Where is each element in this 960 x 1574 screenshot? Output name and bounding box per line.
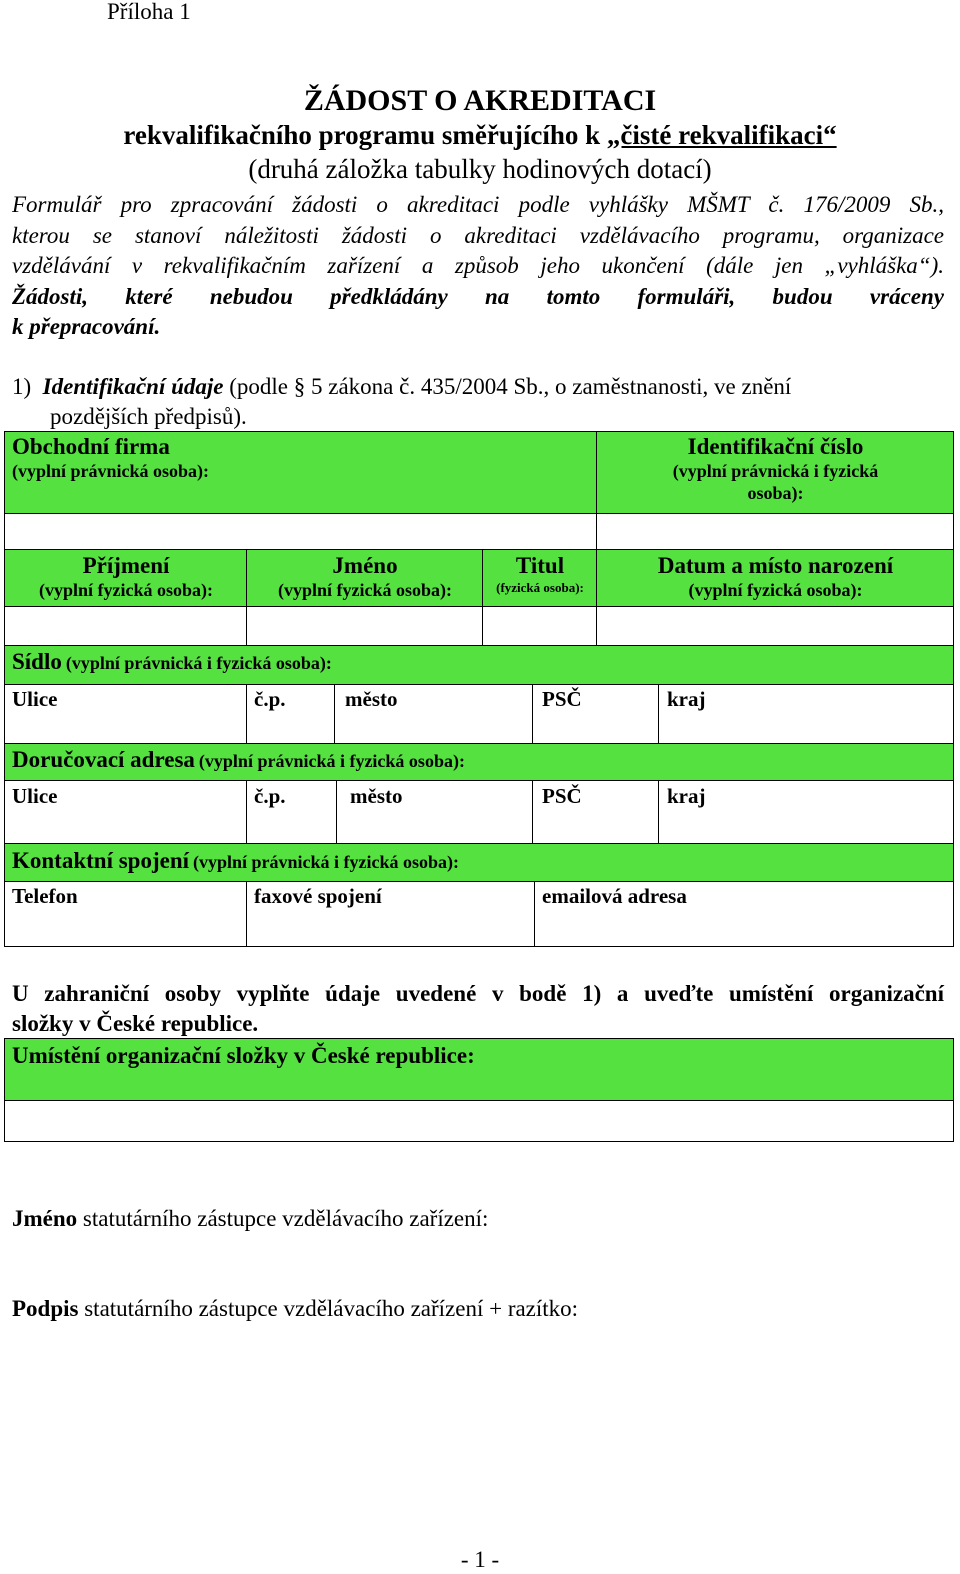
delivery-label: Doručovací adresa (vyplní právnická i fyzická osoba): [12,747,465,772]
firm-cell: Obchodní firma (vyplní právnická osoba): [12,434,210,481]
birth-input[interactable] [598,608,952,644]
name-input[interactable] [248,608,481,644]
page-title: ŽÁDOST O AKREDITACI [303,84,657,117]
warning-text: Žádosti, které nebudou předkládány na tomto formuláři, budou vráceny [12,283,944,309]
section-1-heading: 1) Identifikační údaje (podle § 5 zákona č. 435/2004 Sb., o zaměstnanosti, ve znění [12,374,792,399]
branch-label: Umístění organizační složky v České republice: [12,1043,475,1068]
page-number: - 1 - [460,1547,500,1572]
delivery-city-label: město [350,784,403,808]
seat-label: Sídlo (vyplní právnická i fyzická osoba): [12,649,332,674]
section-1-title: Identifikační údaje [42,374,224,399]
fax-label: faxové spojení [254,884,382,908]
ic-cell: Identifikační číslo (vyplní právnická i fyzická osoba): [672,434,879,503]
name-cell: Jméno (vyplní fyzická osoba): [277,553,452,600]
representative-signature-line: Podpis statutárního zástupce vzdělávacího zařízení + razítko: [12,1296,579,1321]
title-input[interactable] [484,608,595,644]
surname-input[interactable] [6,608,245,644]
seat-street-label: Ulice [12,687,58,711]
ic-input[interactable] [598,515,952,548]
delivery-street-label: Ulice [12,784,58,808]
seat-region-label: kraj [667,687,706,711]
email-label: emailová adresa [542,884,687,908]
phone-label: Telefon [12,884,78,908]
section-1-heading-cont: pozdějších předpisů). [50,404,247,429]
birth-cell: Datum a místo narození (vyplní fyzická osoba): [657,553,894,600]
seat-house-no-label: č.p. [254,687,286,711]
page-subtitle: rekvalifikačního programu směřujícího k „čisté rekvalifikaci“ [123,120,837,150]
seat-city-label: město [345,687,398,711]
seat-zip-label: PSČ [542,687,582,711]
foreign-note: U zahraniční osoby vyplňte údaje uvedené v bodě 1) a uveďte umístění organizační složky v České republice. [12,981,944,1036]
quoted-term: „čisté rekvalifikaci“ [606,120,837,150]
delivery-zip-label: PSČ [542,784,582,808]
warning-text-end: k přepracování. [12,314,161,339]
branch-input[interactable] [6,1102,952,1140]
delivery-house-no-label: č.p. [254,784,286,808]
page-subtitle-note: (druhá záložka tabulky hodinových dotací) [248,154,712,184]
representative-name-line: Jméno statutárního zástupce vzdělávacího zařízení: [12,1206,489,1231]
title-cell: Titul (fyzická osoba): [496,553,584,595]
intro-paragraph: Formulář pro zpracování žádosti o akreditaci podle vyhlášky MŠMT č. 176/2009 Sb., kterou se stanoví náležitosti žádosti o akreditaci vzdělávacího programu, organizace vzdělávání v rekvalifikačním zařízení a způsob jeho ukončení (dále jen „vyhláška“). Žádosti, které nebudou předkládány na tomto formuláři, budou vráceny k přepracování. [12,190,944,343]
title-block [0,84,960,186]
contact-label: Kontaktní spojení (vyplní právnická i fyzická osoba): [12,848,460,873]
firm-input[interactable] [6,515,595,548]
surname-cell: Příjmení (vyplní fyzická osoba): [38,553,213,600]
delivery-region-label: kraj [667,784,706,808]
attachment-label: Příloha 1 [107,0,191,24]
